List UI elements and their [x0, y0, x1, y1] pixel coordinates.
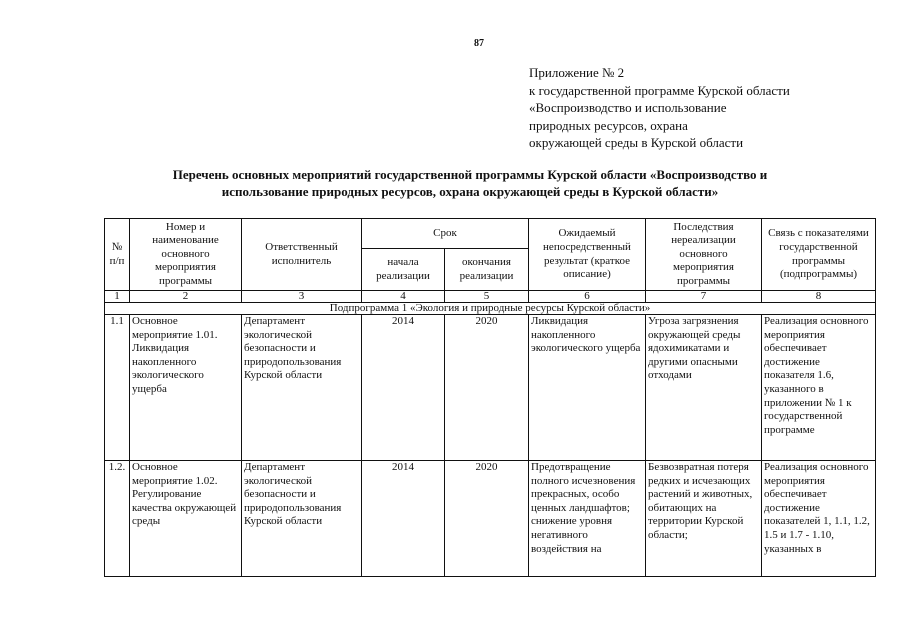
row-executor: Департамент экологической безопасности и природопользования Курской области [242, 315, 362, 461]
appendix-line: «Воспроизводство и использование [529, 100, 727, 116]
column-number: 3 [242, 291, 362, 303]
row-link: Реализация основного мероприятия обеспечивает достижение показателей 1, 1.1, 1.2, 1.5 и 1.7 - 1.10, указанных в [762, 461, 876, 577]
row-consequences: Безвозвратная потеря редких и исчезающих растений и животных, обитающих на территории Курской области; [646, 461, 762, 577]
row-consequences: Угроза загрязнения окружающей среды ядохимикатами и другими опасными отходами [646, 315, 762, 461]
table-row [105, 315, 876, 461]
column-number: 5 [445, 291, 529, 303]
row-executor: Департамент экологической безопасности и природопользования Курской области [242, 461, 362, 577]
header-end: окончания реализации [445, 249, 529, 291]
row-start: 2014 [362, 315, 445, 461]
page-number: 87 [474, 38, 484, 49]
appendix-line: Приложение № 2 [529, 65, 625, 80]
document-title [120, 166, 820, 200]
header-start: начала реализации [362, 249, 445, 291]
appendix-line: окружающей среды в Курской области [529, 135, 744, 151]
column-number: 6 [529, 291, 646, 303]
row-name: Основное мероприятие 1.01. Ликвидация накопленного экологического ущерба [130, 315, 242, 461]
row-start: 2014 [362, 461, 445, 577]
column-number: 7 [646, 291, 762, 303]
header-name: Номер и наименование основного мероприятия программы [130, 219, 242, 291]
document-title-line: использование природных ресурсов, охрана окружающей среды в Курской области» [221, 184, 719, 199]
row-name: Основное мероприятие 1.02. Регулирование качества окружающей среды [130, 461, 242, 577]
row-result: Ликвидация накопленного экологического ущерба [529, 315, 646, 461]
appendix-line: к государственной программе Курской области [529, 82, 790, 98]
header-link: Связь с показателями государственной программы (подпрограммы) [762, 219, 876, 291]
row-num: 1.1 [105, 315, 130, 461]
column-number: 8 [762, 291, 876, 303]
appendix-header [529, 64, 790, 152]
header-term: Срок [362, 219, 529, 249]
header-result: Ожидаемый непосредственный результат (краткое описание) [529, 219, 646, 291]
table-row [105, 461, 876, 577]
column-number: 4 [362, 291, 445, 303]
subprogram-title: Подпрограмма 1 «Экология и природные ресурсы Курской области» [105, 303, 876, 315]
column-number: 1 [105, 291, 130, 303]
appendix-line: природных ресурсов, охрана [529, 117, 688, 133]
header-executor: Ответственный исполнитель [242, 219, 362, 291]
measures-table [104, 218, 876, 577]
row-num: 1.2. [105, 461, 130, 577]
row-link: Реализация основного мероприятия обеспечивает достижение показателя 1.6, указанного в приложении № 1 к государственной программе [762, 315, 876, 461]
document-title-line: Перечень основных мероприятий государственной программы Курской области «Воспроизводство и [172, 167, 768, 182]
row-result: Предотвращение полного исчезновения прекрасных, особо ценных ландшафтов; снижение уровня негативного воздействия на [529, 461, 646, 577]
header-consequences: Последствия нереализации основного мероприятия программы [646, 219, 762, 291]
column-number: 2 [130, 291, 242, 303]
header-num: № п/п [105, 219, 130, 291]
row-end: 2020 [445, 461, 529, 577]
row-end: 2020 [445, 315, 529, 461]
